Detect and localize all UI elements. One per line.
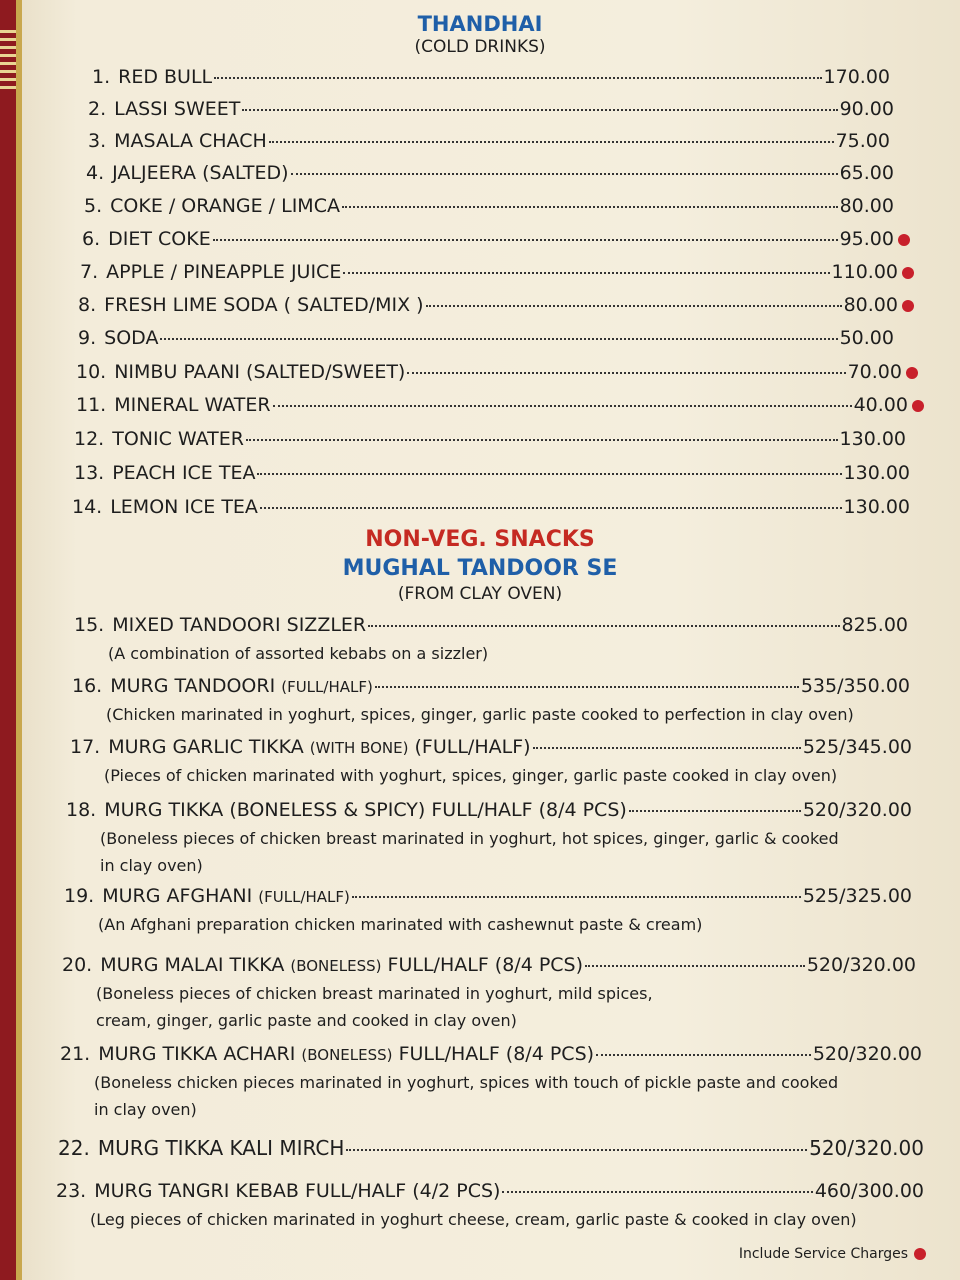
dot-leader [346, 1149, 807, 1151]
drink-item [92, 66, 890, 88]
item-number: 21. [60, 1043, 91, 1065]
item-price: 110.00 [831, 261, 898, 283]
drink-item [78, 294, 898, 316]
dot-leader [214, 77, 821, 79]
item-number: 9. [78, 327, 97, 349]
item-name: PEACH ICE TEA [112, 462, 256, 484]
drink-item [76, 394, 908, 416]
item-number: 20. [62, 954, 93, 976]
snack-item [74, 614, 908, 636]
dot-leader [368, 625, 839, 627]
item-price: 825.00 [841, 614, 908, 636]
item-number: 22. [58, 1136, 90, 1160]
item-number: 2. [88, 98, 107, 120]
item-number: 8. [78, 294, 97, 316]
snack-item [66, 799, 912, 821]
drink-item [80, 261, 898, 283]
item-portion: FULL/HALF (8/4 PCS) [398, 1043, 595, 1065]
item-price: 460/300.00 [814, 1180, 924, 1202]
item-name: MURG TANDOORI [110, 675, 276, 697]
dot-leader [213, 239, 838, 241]
drink-item [78, 327, 894, 349]
drink-item [76, 361, 902, 383]
item-name: JALJEERA (SALTED) [112, 162, 289, 184]
dot-leader [426, 305, 842, 307]
item-price: 130.00 [843, 462, 910, 484]
item-description: (Leg pieces of chicken marinated in yoghurt cheese, cream, garlic paste & cooked in clay oven) [90, 1210, 857, 1229]
snack-item [72, 675, 910, 697]
drink-item [74, 428, 906, 450]
item-price: 75.00 [835, 130, 890, 152]
item-name-group [94, 1180, 500, 1202]
item-name-group [104, 799, 627, 821]
item-name-group [100, 954, 583, 976]
dot-leader [260, 507, 842, 509]
item-name: DIET COKE [108, 228, 211, 250]
drink-item [86, 162, 894, 184]
item-name: LASSI SWEET [114, 98, 241, 120]
service-charge-marker-icon [914, 1248, 926, 1260]
item-name: NIMBU PAANI (SALTED/SWEET) [114, 361, 406, 383]
item-name: COKE / ORANGE / LIMCA [110, 195, 340, 217]
item-portion-note: (BONELESS) [301, 1046, 393, 1064]
dot-leader [342, 206, 838, 208]
item-number: 7. [80, 261, 99, 283]
item-name-group [108, 736, 530, 758]
section-subtitle-cold-drinks: (COLD DRINKS) [414, 37, 546, 57]
item-name-group [112, 614, 366, 636]
item-description: (Chicken marinated in yoghurt, spices, ginger, garlic paste cooked to perfection in clay oven) [106, 705, 854, 724]
item-number: 1. [92, 66, 111, 88]
item-description: (Boneless chicken pieces marinated in yoghurt, spices with touch of pickle paste and cooked in clay oven) [94, 1073, 839, 1119]
item-price: 65.00 [839, 162, 894, 184]
item-description: (A combination of assorted kebabs on a sizzler) [108, 644, 489, 663]
item-name: APPLE / PINEAPPLE JUICE [106, 261, 342, 283]
dot-leader [629, 810, 801, 812]
dot-leader [242, 109, 837, 111]
item-name: MIXED TANDOORI SIZZLER [112, 614, 367, 636]
dot-leader [269, 141, 834, 143]
item-number: 23. [56, 1180, 87, 1202]
item-name: MURG TANGRI KEBAB FULL/HALF (4/2 PCS) [94, 1180, 501, 1202]
item-number: 16. [72, 675, 103, 697]
item-number: 17. [70, 736, 101, 758]
item-price: 130.00 [839, 428, 906, 450]
item-name: MURG TIKKA KALI MIRCH [97, 1136, 345, 1160]
item-number: 4. [86, 162, 105, 184]
dot-leader [596, 1054, 811, 1056]
snack-item [56, 1180, 924, 1202]
item-number: 15. [74, 614, 105, 636]
item-name: LEMON ICE TEA [110, 496, 258, 518]
dot-leader [160, 338, 837, 340]
binding-edge [16, 0, 22, 1280]
section-subtitle-clay-oven: (FROM CLAY OVEN) [397, 584, 563, 604]
not-included-marker-icon [898, 234, 910, 246]
item-name: MINERAL WATER [114, 394, 271, 416]
item-price: 70.00 [847, 361, 902, 383]
item-price: 525/325.00 [802, 885, 912, 907]
item-number: 10. [76, 361, 107, 383]
dot-leader [407, 372, 845, 374]
item-price: 80.00 [843, 294, 898, 316]
item-price: 520/320.00 [802, 799, 912, 821]
drink-item [72, 496, 910, 518]
item-name: MURG AFGHANI [102, 885, 253, 907]
item-price: 520/320.00 [806, 954, 916, 976]
item-name: TONIC WATER [112, 428, 244, 450]
item-portion-note: (BONELESS) [290, 957, 382, 975]
item-portion: FULL/HALF (8/4 PCS) [387, 954, 584, 976]
snack-item [60, 1043, 922, 1065]
item-price: 130.00 [843, 496, 910, 518]
not-included-marker-icon [912, 400, 924, 412]
dot-leader [257, 473, 841, 475]
not-included-marker-icon [902, 267, 914, 279]
section-title-non-veg: NON-VEG. SNACKS [365, 527, 595, 552]
dot-leader [533, 747, 801, 749]
item-price: 90.00 [839, 98, 894, 120]
item-name: MURG GARLIC TIKKA [108, 736, 304, 758]
item-description: (Pieces of chicken marinated with yoghurt, spices, ginger, garlic paste cooked in clay oven) [104, 766, 838, 785]
item-price: 170.00 [823, 66, 890, 88]
item-description: (An Afghani preparation chicken marinated with cashewnut paste & cream) [98, 915, 703, 934]
item-price: 40.00 [853, 394, 908, 416]
item-number: 12. [74, 428, 105, 450]
menu-binding [0, 0, 22, 1280]
item-number: 18. [66, 799, 97, 821]
item-name: FRESH LIME SODA ( SALTED/MIX ) [104, 294, 424, 316]
item-price: 80.00 [839, 195, 894, 217]
service-charge-note: Include Service Charges [738, 1246, 908, 1262]
item-number: 11. [76, 394, 107, 416]
dot-leader [246, 439, 838, 441]
snack-item [64, 885, 912, 907]
section-title-mughal: MUGHAL TANDOOR SE [342, 556, 618, 581]
dot-leader [273, 405, 852, 407]
dot-leader [375, 686, 799, 688]
item-portion: (FULL/HALF) [414, 736, 531, 758]
item-number: 19. [64, 885, 95, 907]
item-price: 520/320.00 [812, 1043, 922, 1065]
item-number: 3. [88, 130, 107, 152]
item-name: SODA [104, 327, 159, 349]
not-included-marker-icon [906, 367, 918, 379]
item-name: MURG MALAI TIKKA [100, 954, 285, 976]
item-portion-note: (FULL/HALF) [258, 888, 350, 906]
item-price: 520/320.00 [809, 1136, 924, 1160]
drink-item [88, 98, 894, 120]
not-included-marker-icon [902, 300, 914, 312]
drink-item [84, 195, 894, 217]
item-price: 535/350.00 [800, 675, 910, 697]
snack-item [58, 1136, 924, 1160]
item-number: 14. [72, 496, 103, 518]
item-portion-note: (FULL/HALF) [281, 678, 373, 696]
item-name-group [98, 1136, 345, 1160]
dot-leader [291, 173, 838, 175]
dot-leader [352, 896, 801, 898]
drink-item [74, 462, 910, 484]
item-number: 13. [74, 462, 105, 484]
snack-item [62, 954, 916, 976]
drink-item [82, 228, 894, 250]
item-name: MASALA CHACH [114, 130, 267, 152]
item-portion-note: (WITH BONE) [309, 739, 409, 757]
item-number: 6. [82, 228, 101, 250]
dot-leader [585, 965, 805, 967]
section-title-thandhai: THANDHAI [417, 12, 543, 36]
item-name: MURG TIKKA (BONELESS & SPICY) FULL/HALF (8/4 PCS) [104, 799, 627, 821]
item-price: 50.00 [839, 327, 894, 349]
dot-leader [502, 1191, 812, 1193]
dot-leader [343, 272, 829, 274]
item-name: MURG TIKKA ACHARI [98, 1043, 296, 1065]
item-number: 5. [84, 195, 103, 217]
drink-item [88, 130, 890, 152]
item-name-group [110, 675, 373, 697]
item-name: RED BULL [118, 66, 213, 88]
item-price: 95.00 [839, 228, 894, 250]
item-description: (Boneless pieces of chicken breast marinated in yoghurt, mild spices, cream, ginger, garlic paste and cooked in clay oven) [96, 984, 653, 1030]
item-name-group [98, 1043, 594, 1065]
item-description: (Boneless pieces of chicken breast marinated in yoghurt, hot spices, ginger, garlic & cooked in clay oven) [100, 829, 839, 875]
item-price: 525/345.00 [802, 736, 912, 758]
snack-item [70, 736, 912, 758]
item-name-group [102, 885, 350, 907]
